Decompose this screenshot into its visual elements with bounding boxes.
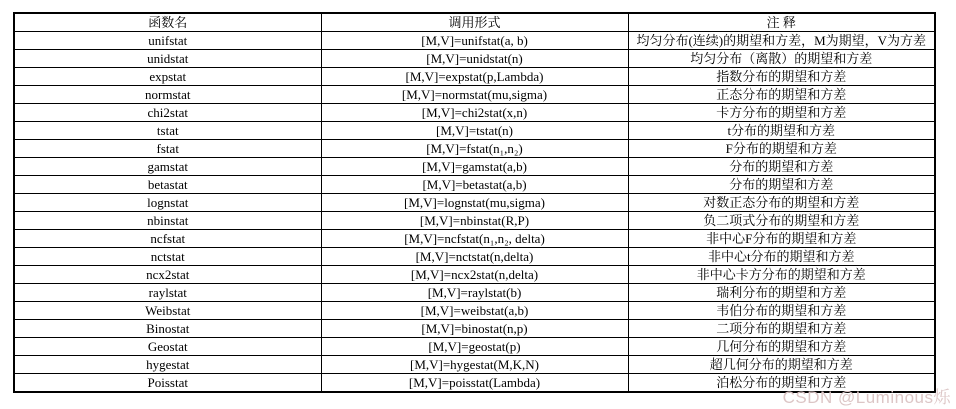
cell-call-form: [M,V]=raylstat(b) (321, 284, 628, 302)
table-row (14, 248, 935, 266)
table-row (14, 374, 935, 393)
cell-note: 负二项式分布的期望和方差 (628, 212, 935, 230)
cell-function-name: hygestat (14, 356, 321, 374)
table-body (14, 32, 935, 393)
table-row (14, 194, 935, 212)
cell-function-name: betastat (14, 176, 321, 194)
cell-call-form: [M,V]=poisstat(Lambda) (321, 374, 628, 393)
cell-note: 几何分布的期望和方差 (628, 338, 935, 356)
column-header-function-name: 函数名 (14, 13, 321, 32)
column-header-note: 注 释 (628, 13, 935, 32)
table-header-row (14, 13, 935, 32)
cell-function-name: tstat (14, 122, 321, 140)
cell-note: 泊松分布的期望和方差 (628, 374, 935, 393)
cell-call-form: [M,V]=lognstat(mu,sigma) (321, 194, 628, 212)
cell-note: 瑞利分布的期望和方差 (628, 284, 935, 302)
table-row (14, 68, 935, 86)
cell-call-form: [M,V]=betastat(a,b) (321, 176, 628, 194)
cell-note: 非中心卡方分布的期望和方差 (628, 266, 935, 284)
column-header-call-form: 调用形式 (321, 13, 628, 32)
table-row (14, 50, 935, 68)
cell-note: 分布的期望和方差 (628, 176, 935, 194)
cell-function-name: Geostat (14, 338, 321, 356)
table-row (14, 212, 935, 230)
table-row (14, 338, 935, 356)
cell-function-name: fstat (14, 140, 321, 158)
cell-function-name: normstat (14, 86, 321, 104)
table-row (14, 32, 935, 50)
cell-note: 韦伯分布的期望和方差 (628, 302, 935, 320)
cell-call-form: [M,V]=nctstat(n,delta) (321, 248, 628, 266)
cell-function-name: nbinstat (14, 212, 321, 230)
cell-call-form: [M,V]=unidstat(n) (321, 50, 628, 68)
cell-note: F分布的期望和方差 (628, 140, 935, 158)
cell-note: 超几何分布的期望和方差 (628, 356, 935, 374)
table-row (14, 284, 935, 302)
cell-note: 均匀分布（离散）的期望和方差 (628, 50, 935, 68)
cell-call-form: [M,V]=ncfstat(n₁,n₂, delta) (321, 230, 628, 248)
cell-note: 正态分布的期望和方差 (628, 86, 935, 104)
cell-function-name: ncx2stat (14, 266, 321, 284)
statistics-function-table (13, 12, 936, 393)
cell-call-form: [M,V]=gamstat(a,b) (321, 158, 628, 176)
cell-call-form: [M,V]=fstat(n₁,n₂) (321, 140, 628, 158)
cell-call-form: [M,V]=tstat(n) (321, 122, 628, 140)
cell-note: 对数正态分布的期望和方差 (628, 194, 935, 212)
table-row (14, 302, 935, 320)
cell-call-form: [M,V]=expstat(p,Lambda) (321, 68, 628, 86)
cell-function-name: Poisstat (14, 374, 321, 393)
table-row (14, 176, 935, 194)
cell-note: 分布的期望和方差 (628, 158, 935, 176)
cell-call-form: [M,V]=nbinstat(R,P) (321, 212, 628, 230)
table-row (14, 320, 935, 338)
cell-function-name: ncfstat (14, 230, 321, 248)
cell-note: 均匀分布(连续)的期望和方差，M为期望，V为方差 (628, 32, 935, 50)
cell-call-form: [M,V]=normstat(mu,sigma) (321, 86, 628, 104)
cell-note: 指数分布的期望和方差 (628, 68, 935, 86)
cell-call-form: [M,V]=ncx2stat(n,delta) (321, 266, 628, 284)
table-row (14, 356, 935, 374)
cell-call-form: [M,V]=unifstat(a, b) (321, 32, 628, 50)
cell-function-name: nctstat (14, 248, 321, 266)
table-row (14, 140, 935, 158)
table-row (14, 266, 935, 284)
cell-note: 二项分布的期望和方差 (628, 320, 935, 338)
cell-function-name: expstat (14, 68, 321, 86)
cell-function-name: unidstat (14, 50, 321, 68)
cell-function-name: unifstat (14, 32, 321, 50)
cell-function-name: Weibstat (14, 302, 321, 320)
table-row (14, 122, 935, 140)
csdn-watermark: CSDN @Luminous烁 (782, 388, 951, 407)
cell-function-name: lognstat (14, 194, 321, 212)
cell-function-name: Binostat (14, 320, 321, 338)
cell-call-form: [M,V]=binostat(n,p) (321, 320, 628, 338)
cell-note: 非中心t分布的期望和方差 (628, 248, 935, 266)
table-row (14, 158, 935, 176)
table-row (14, 86, 935, 104)
cell-note: t分布的期望和方差 (628, 122, 935, 140)
cell-function-name: gamstat (14, 158, 321, 176)
cell-note: 非中心F分布的期望和方差 (628, 230, 935, 248)
cell-function-name: chi2stat (14, 104, 321, 122)
cell-note: 卡方分布的期望和方差 (628, 104, 935, 122)
cell-function-name: raylstat (14, 284, 321, 302)
cell-call-form: [M,V]=geostat(p) (321, 338, 628, 356)
cell-call-form: [M,V]=hygestat(M,K,N) (321, 356, 628, 374)
cell-call-form: [M,V]=weibstat(a,b) (321, 302, 628, 320)
table-row (14, 230, 935, 248)
cell-call-form: [M,V]=chi2stat(x,n) (321, 104, 628, 122)
table-row (14, 104, 935, 122)
